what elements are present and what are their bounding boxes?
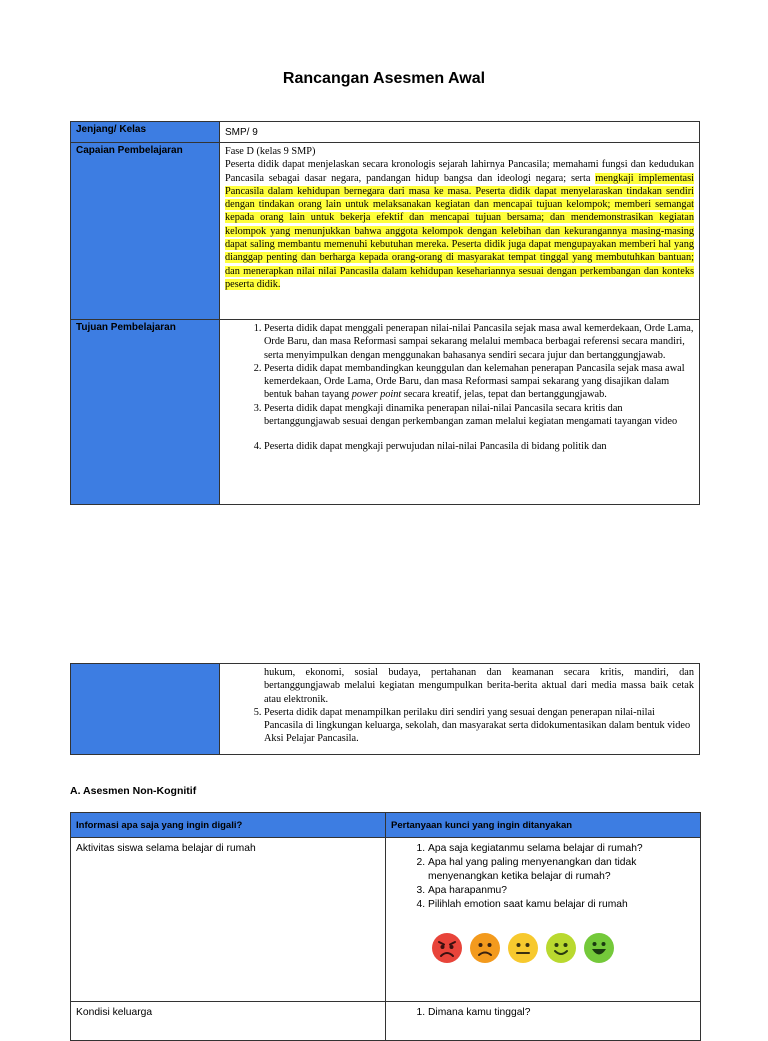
capaian-text: Peserta didik dapat menjelaskan secara kronologis sejarah lahirnya Pancasila; memahami fungsi dan kedudukan Pancasila sebagai dasar negara, pandangan hidup bangsa dan ideologi negara; serta: [225, 159, 694, 184]
tujuan-content: [220, 320, 700, 505]
questions-aktivitas: [386, 838, 701, 1002]
assessment-table: [70, 812, 701, 1041]
question-item: 2. Apa hal yang paling menyenangkan dan tidak menyenangkan ketika belajar di rumah?: [428, 856, 695, 884]
question-item: 1. Dimana kamu tinggal?: [428, 1006, 695, 1020]
learning-plan-table: [70, 121, 700, 505]
assessment-header-row: [71, 813, 701, 838]
header-informasi: Informasi apa saja yang ingin digali?: [71, 813, 386, 838]
row-tujuan: [71, 320, 700, 505]
tujuan-item-1: 1. Peserta didik dapat menggali penerapan nilai-nilai Pancasila sejak masa awal kemerdekaan, Orde Lama, Orde Baru, dan masa Reformasi sampai sekarang melalui membaca berbagai referensi secara mandiri, serta menyimpulkan dengan menggunakan bahasanya sendiri secara jujur dan bertanggungjawab.: [264, 322, 694, 362]
tujuan-content-cont: [220, 664, 700, 755]
capaian-phase: Fase D (kelas 9 SMP): [225, 146, 316, 157]
capaian-highlighted-text: mengkaji implementasi Pancasila dalam kehidupan bernegara dari masa ke masa. Peserta didik dapat menyelaraskan tindakan sendiri dengan tindakan orang lain untuk melaksanakan kegiatan dan mencapai tujuan kelompok; memberi semangat kepada orang lain untuk bekerja efektif dan mencapai tujuan bersama; dan mendemonstrasikan kegiatan kelompok yang menunjukkan bahwa anggota kelompok dengan kelebihan dan kekurangannya masing-masing dapat saling membantu memenuhi kebutuhan mereka. Peserta didik juga dapat mengupayakan memberi hal yang dianggap penting dan berharga kepada orang-orang di masyarakat tempat tinggal yang membutuhkan bantuan; dan menerapkan nilai nilai Pancasila dalam kehidupan kesehariannya sesuai dengan perkembangan dan konteks peserta didik.: [225, 172, 694, 290]
very-happy-face-icon: [583, 932, 615, 964]
row-jenjang: [71, 122, 700, 143]
question-item: 3. Apa harapanmu?: [428, 884, 695, 898]
tujuan-item-2: 2. Peserta didik dapat membandingkan keunggulan dan kelemahan penerapan Pancasila sejak masa awal kemerdekaan, Orde Lama, Orde Baru, dan masa Reformasi sampai sekarang yang disajikan dalam bentuk bahan tayang power point secara kreatif, jelas, tepat dan bertanggungjawab.: [264, 362, 694, 402]
tujuan-label: Tujuan Pembelajaran: [71, 320, 220, 505]
learning-plan-continuation: [70, 663, 700, 755]
document-title: Rancangan Asesmen Awal: [282, 70, 486, 87]
tujuan-list-cont: [225, 706, 694, 746]
assessment-row: [71, 1002, 701, 1041]
capaian-content: [220, 143, 700, 320]
questions-kondisi-keluarga: [386, 1002, 701, 1041]
tujuan-label-cont: [71, 664, 220, 755]
header-pertanyaan: Pertanyaan kunci yang ingin ditanyakan: [386, 813, 701, 838]
happy-face-icon: [545, 932, 577, 964]
jenjang-label: Jenjang/ Kelas: [71, 122, 220, 143]
question-item: 1. Apa saja kegiatanmu selama belajar di rumah?: [428, 842, 695, 856]
info-aktivitas: Aktivitas siswa selama belajar di rumah: [71, 838, 386, 1002]
tujuan-item-5: 5. Peserta didik dapat menampilkan perilaku diri sendiri yang sesuai dengan penerapan nilai-nilai Pancasila di lingkungan keluarga, sekolah, dan masyarakat serta didokumentasikan dalam bentuk video Aksi Pelajar Pancasila.: [264, 706, 694, 746]
question-list: [391, 842, 695, 912]
tujuan-item-4-cont: hukum, ekonomi, sosial budaya, pertahanan dan keamanan secara kritis, mandiri, dan bertanggungjawab melalui kegiatan mengumpulkan berita-berita aktual dari media massa baik cetak atau elektronik.: [264, 667, 694, 705]
row-tujuan-cont: [71, 664, 700, 755]
info-kondisi-keluarga: Kondisi keluarga: [71, 1002, 386, 1041]
question-list: [391, 1006, 695, 1020]
tujuan-item-4: 4. Peserta didik dapat mengkaji perwujudan nilai-nilai Pancasila di bidang politik dan: [264, 440, 694, 453]
jenjang-value: SMP/ 9: [220, 122, 700, 143]
emotion-choices: [431, 932, 695, 964]
assessment-row: [71, 838, 701, 1002]
tujuan-list: [225, 322, 694, 454]
angry-face-icon: [431, 932, 463, 964]
question-item: 4. Pilihlah emotion saat kamu belajar di rumah: [428, 898, 695, 912]
sad-face-icon: [469, 932, 501, 964]
neutral-face-icon: [507, 932, 539, 964]
tujuan-item-3: 3. Peserta didik dapat mengkaji dinamika penerapan nilai-nilai Pancasila secara kritis dan bertanggungjawab sesuai dengan perkembangan zaman melalui kegiatan mengamati tayangan video: [264, 402, 694, 429]
capaian-label: Capaian Pembelajaran: [71, 143, 220, 320]
section-heading-non-kognitif: A. Asesmen Non-Kognitif: [70, 785, 197, 797]
row-capaian: [71, 143, 700, 320]
